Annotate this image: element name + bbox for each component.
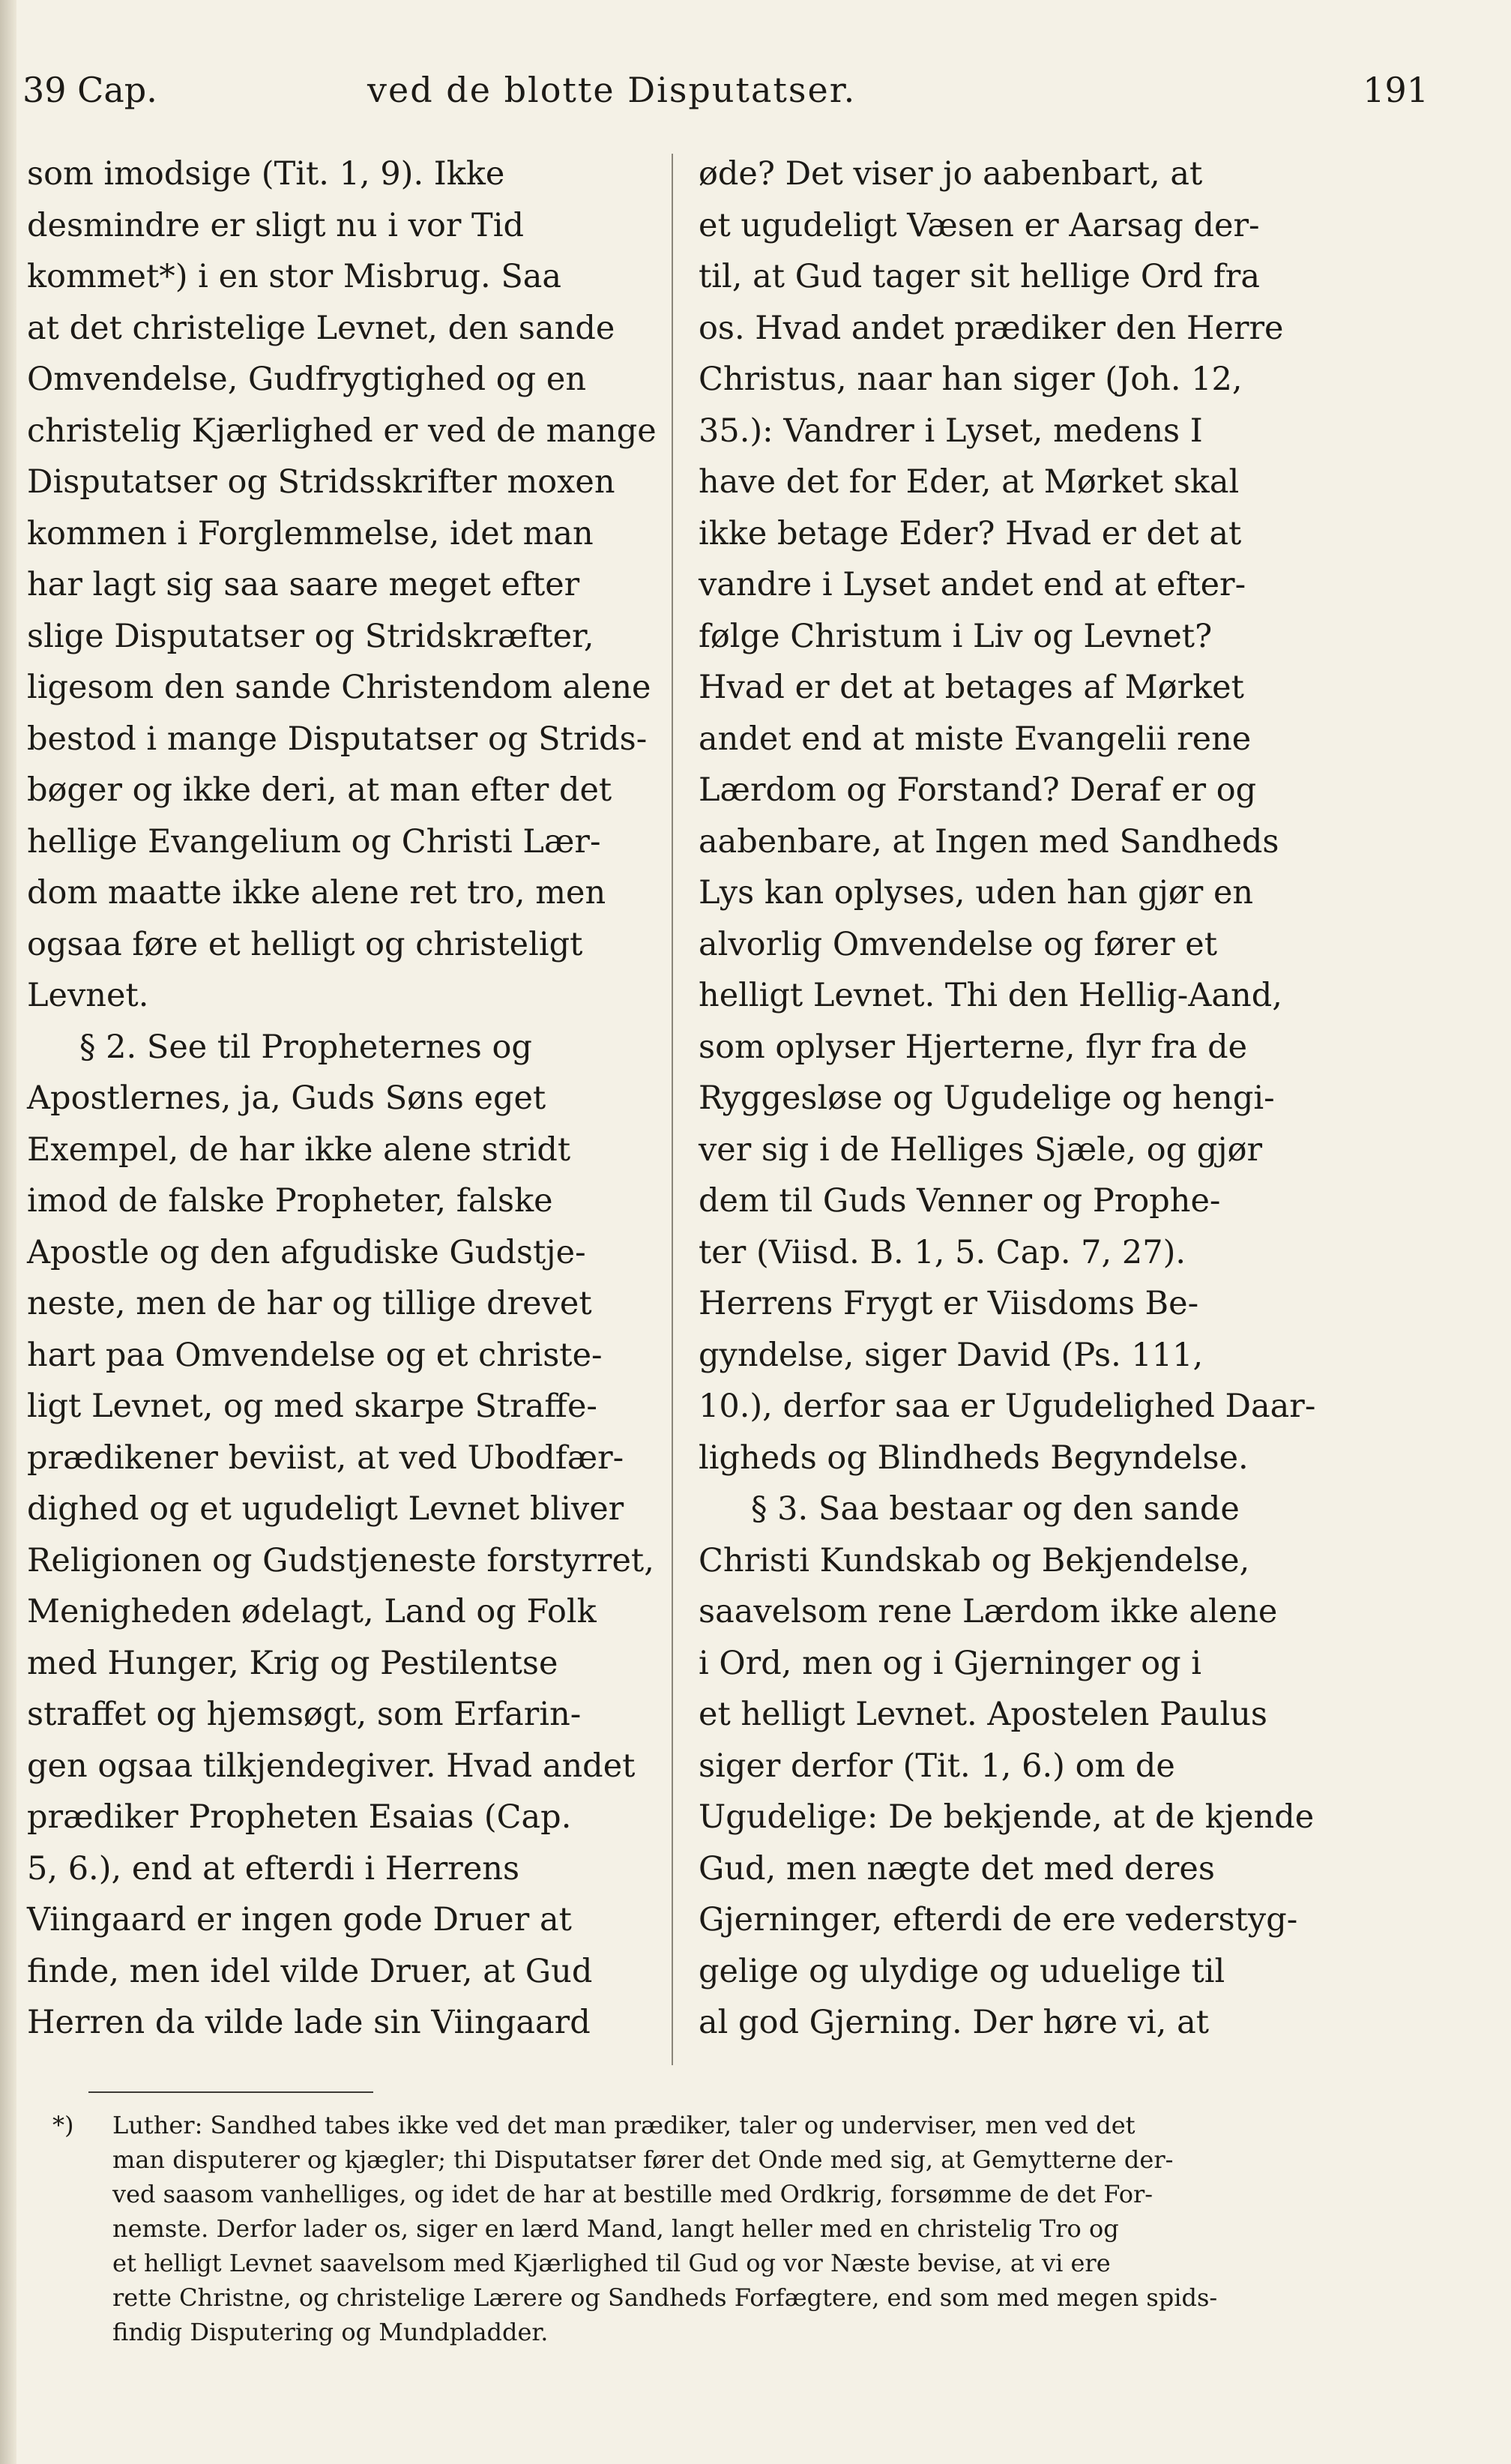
text-line: følge Christum i Liv og Levnet? [699, 617, 1213, 655]
text-line: Lys kan oplyses, uden han gjør en [699, 874, 1254, 912]
left-text-column [27, 148, 664, 2049]
text-line: bøger og ikke deri, at man efter det [27, 771, 612, 809]
text-line: et helligt Levnet. Apostelen Paulus [699, 1696, 1267, 1733]
footnote-line: ved saasom vanhelliges, og idet de har at bestille med Ordkrig, forsømme de det For- [112, 2180, 1153, 2208]
footnote-marker: *) [52, 2111, 74, 2139]
chapter-label: 39 Cap. [22, 70, 157, 110]
text-line: al god Gjerning. Der høre vi, at [699, 2004, 1210, 2041]
text-line: øde? Det viser jo aabenbart, at [699, 155, 1203, 193]
text-line: christelig Kjærlighed er ved de mange [27, 412, 657, 450]
text-line: prædiker Propheten Esaias (Cap. [27, 1798, 572, 1836]
text-line: desmindre er sligt nu i vor Tid [27, 206, 525, 244]
right-text-column [699, 148, 1336, 2049]
text-line: imod de falske Propheter, falske [27, 1182, 553, 1220]
column-divider [672, 154, 673, 2065]
text-line: ogsaa føre et helligt og christeligt [27, 925, 583, 963]
running-head [22, 60, 1429, 120]
text-line: dom maatte ikke alene ret tro, men [27, 874, 606, 912]
text-line: os. Hvad andet prædiker den Herre [699, 309, 1284, 347]
text-line: Ryggesløse og Ugudelige og hengi- [699, 1079, 1275, 1117]
text-line: alvorlig Omvendelse og fører et [699, 925, 1218, 963]
footnote-line: Luther: Sandhed tabes ikke ved det man prædiker, taler og underviser, men ved det [112, 2111, 1135, 2139]
text-line: helligt Levnet. Thi den Hellig-Aand, [699, 977, 1282, 1014]
text-line: 5, 6.), end at efterdi i Herrens [27, 1849, 520, 1888]
text-line: prædikener beviist, at ved Ubodfær- [27, 1439, 624, 1477]
text-line: ligheds og Blindheds Begyndelse. [699, 1439, 1249, 1477]
text-line: Disputatser og Stridsskrifter moxen [27, 463, 615, 501]
footnote-rule [88, 2091, 373, 2093]
text-line: Christus, naar han siger (Joh. 12, [699, 361, 1243, 398]
text-line: Herrens Frygt er Viisdoms Be- [699, 1285, 1199, 1322]
text-line: neste, men de har og tillige drevet [27, 1285, 592, 1322]
text-line: at det christelige Levnet, den sande [27, 309, 615, 347]
text-line: vandre i Lyset andet end at efter- [699, 566, 1246, 603]
binding-edge [0, 0, 16, 2464]
footnote-line: nemste. Derfor lader os, siger en lærd Mand, langt heller med en christelig Tro og [112, 2214, 1119, 2243]
text-line: slige Disputatser og Stridskræfter, [27, 617, 594, 655]
text-line: 10.), derfor saa er Ugudelighed Daar- [699, 1388, 1316, 1425]
text-line: ligt Levnet, og med skarpe Straffe- [27, 1388, 597, 1425]
text-line: som imodsige (Tit. 1, 9). Ikke [27, 155, 505, 193]
footnote-line: rette Christne, og christelige Lærere og Sandheds Forfægtere, end som med megen spids- [112, 2283, 1218, 2312]
text-line: Apostlernes, ja, Guds Søns eget [27, 1079, 546, 1117]
text-line: i Ord, men og i Gjerninger og i [699, 1644, 1202, 1682]
text-line: hellige Evangelium og Christi Lær- [27, 822, 601, 861]
page-number: 191 [1363, 70, 1429, 110]
text-line: Religionen og Gudstjeneste forstyrret, [27, 1541, 654, 1579]
text-line: Viingaard er ingen gode Druer at [27, 1901, 572, 1939]
text-line: Omvendelse, Gudfrygtighed og en [27, 361, 587, 398]
text-line: straffet og hjemsøgt, som Erfarin- [27, 1696, 582, 1733]
text-line: aabenbare, at Ingen med Sandheds [699, 822, 1279, 861]
footnote-line: findig Disputering og Mundpladder. [112, 2318, 549, 2346]
text-line: kommet*) i en stor Misbrug. Saa [27, 258, 562, 295]
text-line: Apostle og den afgudiske Gudstje- [27, 1233, 586, 1271]
text-line: kommen i Forglemmelse, idet man [27, 514, 594, 552]
text-line: ter (Viisd. B. 1, 5. Cap. 7, 27). [699, 1233, 1186, 1271]
text-line: med Hunger, Krig og Pestilentse [27, 1644, 558, 1682]
text-line: Gud, men nægte det med deres [699, 1849, 1215, 1888]
text-line: til, at Gud tager sit hellige Ord fra [699, 258, 1260, 295]
text-line: have det for Eder, at Mørket skal [699, 463, 1240, 501]
text-line: gen ogsaa tilkjendegiver. Hvad andet [27, 1747, 636, 1785]
text-line: § 2. See til Propheternes og [79, 1028, 532, 1066]
text-line: Levnet. [27, 977, 149, 1014]
footnote [52, 2108, 1342, 2349]
text-line: Hvad er det at betages af Mørket [699, 669, 1244, 706]
text-line: hart paa Omvendelse og et christe- [27, 1336, 603, 1374]
text-line: saavelsom rene Lærdom ikke alene [699, 1593, 1278, 1630]
text-line: ligesom den sande Christendom alene [27, 669, 651, 706]
text-line: dem til Guds Venner og Prophe- [699, 1182, 1221, 1220]
text-line: som oplyser Hjerterne, flyr fra de [699, 1028, 1248, 1066]
text-line: dighed og et ugudeligt Levnet bliver [27, 1490, 624, 1528]
text-line: Exempel, de har ikke alene stridt [27, 1130, 571, 1169]
text-line: Gjerninger, efterdi de ere vederstyg- [699, 1901, 1298, 1939]
text-line: ver sig i de Helliges Sjæle, og gjør [699, 1130, 1263, 1169]
text-line: Lærdom og Forstand? Deraf er og [699, 771, 1257, 809]
text-line: siger derfor (Tit. 1, 6.) om de [699, 1747, 1175, 1785]
text-line: finde, men idel vilde Druer, at Gud [27, 1952, 593, 1990]
footnote-line: et helligt Levnet saavelsom med Kjærlighed til Gud og vor Næste bevise, at vi ere [112, 2249, 1111, 2277]
text-line: 35.): Vandrer i Lyset, medens I [699, 412, 1203, 450]
text-line: Ugudelige: De bekjende, at de kjende [699, 1798, 1315, 1836]
text-line: gyndelse, siger David (Ps. 111, [699, 1336, 1204, 1374]
text-line: gelige og ulydige og uduelige til [699, 1952, 1225, 1990]
text-line: Menigheden ødelagt, Land og Folk [27, 1593, 597, 1630]
text-line: bestod i mange Disputatser og Strids- [27, 720, 648, 758]
text-line: et ugudeligt Væsen er Aarsag der- [699, 206, 1260, 244]
footnote-body [112, 2108, 1342, 2349]
running-title: ved de blotte Disputatser. [367, 70, 857, 110]
text-line: andet end at miste Evangelii rene [699, 720, 1252, 758]
text-line: Herren da vilde lade sin Viingaard [27, 2004, 591, 2041]
footnote-line: man disputerer og kjægler; thi Disputatser fører det Onde med sig, at Gemytterne der- [112, 2145, 1174, 2174]
text-line: § 3. Saa bestaar og den sande [751, 1490, 1240, 1528]
text-line: Christi Kundskab og Bekjendelse, [699, 1541, 1250, 1579]
text-line: har lagt sig saa saare meget efter [27, 566, 580, 603]
text-line: ikke betage Eder? Hvad er det at [699, 514, 1242, 552]
